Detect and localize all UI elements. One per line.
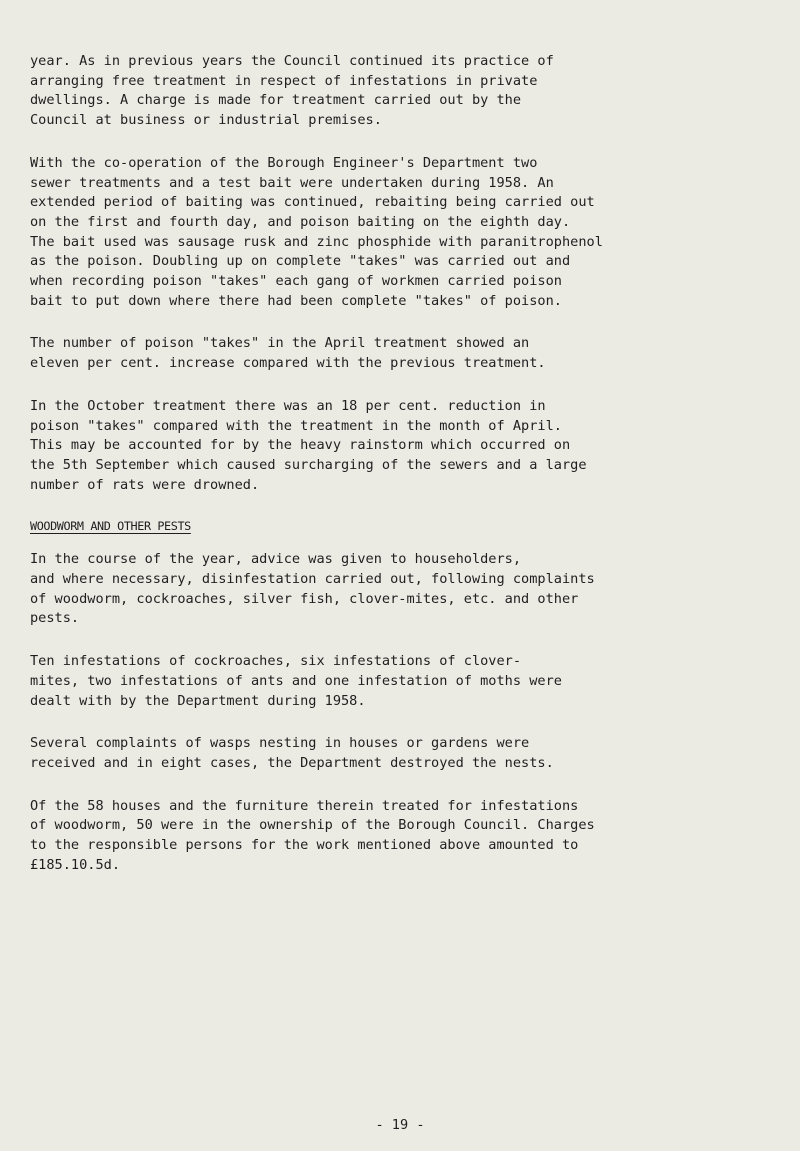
- section-heading: WOODWORM AND OTHER PESTS: [30, 519, 191, 534]
- document-page: [30, 52, 790, 899]
- paragraph-april-treatment: The number of poison "takes" in the April treatment showed an eleven per cent. increase compared with the previous treatment.: [30, 335, 546, 372]
- paragraph-advice: In the course of the year, advice was given to householders, and where necessary, disinfestation carried out, following complaints of woodworm, cockroaches, silver fish, clover-mites, etc. and other pests.: [30, 551, 595, 627]
- paragraph-woodworm-charges: Of the 58 houses and the furniture therein treated for infestations of woodworm, 50 were in the ownership of the Borough Council. Charges to the responsible persons for the work mentioned above amounted to £185.10.5d.: [30, 797, 595, 873]
- paragraph-infestations: Ten infestations of cockroaches, six infestations of clover- mites, two infestations of ants and one infestation of moths were dealt with by the Department during 1958.: [30, 653, 562, 709]
- paragraph-october-treatment: In the October treatment there was an 18 per cent. reduction in poison "takes" compared with the treatment in the month of April. This may be accounted for by the heavy rainstorm which occurred on the 5th September which caused surcharging of the sewers and a large number of rats were drowned.: [30, 397, 587, 493]
- paragraph-sewer-treatments: With the co-operation of the Borough Engineer's Department two sewer treatments and a test bait were undertaken during 1958. An extended period of baiting was continued, rebaiting being carried out on the first and fourth day, and poison baiting on the eighth day. The bait used was sausage rusk and zinc phosphide with paranitrophenol as the poison. Doubling up on complete "takes" was carried out and when recording poison "takes" each gang of workmen carried poison bait to put down where there had been complete "takes" of poison.: [30, 154, 603, 309]
- paragraph-wasps: Several complaints of wasps nesting in houses or gardens were received and in eight cases, the Department destroyed the nests.: [30, 735, 554, 771]
- paragraph-charges: year. As in previous years the Council continued its practice of arranging free treatment in respect of infestations in private dwellings. A charge is made for treatment carried out by the Council at business or industrial premises.: [30, 53, 554, 129]
- page-number: - 19 -: [375, 1117, 425, 1133]
